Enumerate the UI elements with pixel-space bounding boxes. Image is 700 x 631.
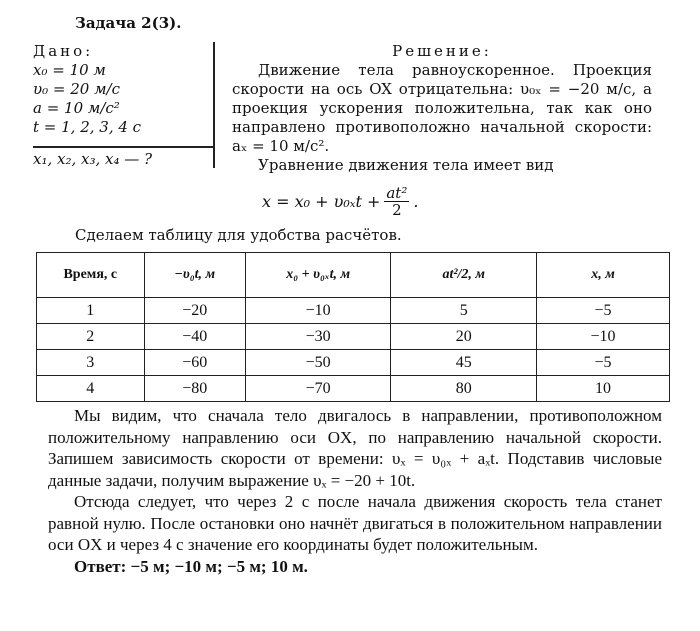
given-line-t: t = 1, 2, 3, 4 с bbox=[33, 118, 142, 136]
cell: 10 bbox=[537, 376, 670, 402]
cell: −40 bbox=[144, 324, 245, 350]
motion-equation bbox=[262, 185, 418, 218]
given-line-v0: υ₀ = 20 м/с bbox=[33, 80, 120, 98]
cell: −80 bbox=[144, 376, 245, 402]
cell: 4 bbox=[37, 376, 145, 402]
cell: 80 bbox=[391, 376, 537, 402]
cell: −30 bbox=[245, 324, 391, 350]
cell: −10 bbox=[537, 324, 670, 350]
header-at2-2: at²/2, м bbox=[391, 253, 537, 298]
solution-paragraph-1: Движение тела равноускоренное. Проекция скорости на ось OX отрицательна: υ₀ₓ = −20 м/с, а проекция ускорения положительна, так как оно направлено противоположно начальной скорости: aₓ = 10 м/с². bbox=[232, 61, 652, 155]
header-v0t: −υ₀t, м bbox=[144, 253, 245, 298]
cell: −10 bbox=[245, 298, 391, 324]
cell: −5 bbox=[537, 298, 670, 324]
given-block bbox=[33, 42, 210, 137]
discussion-paragraph-2: Отсюда следует, что через 2 с после начала движения скорость тела станет равной нулю. После остановки оно начнёт двигаться в положительном направлении оси OX и через 4 с значение его координаты будет положительным. bbox=[48, 492, 662, 554]
cell: −5 bbox=[537, 350, 670, 376]
cell: 20 bbox=[391, 324, 537, 350]
given-divider bbox=[33, 146, 214, 148]
cell: −20 bbox=[144, 298, 245, 324]
solution-heading: Решение: bbox=[392, 42, 492, 60]
equation-tail: . bbox=[413, 192, 419, 211]
solution-block bbox=[232, 42, 652, 175]
fraction-numerator: at² bbox=[386, 184, 408, 202]
table-row bbox=[37, 324, 670, 350]
equation-lhs: x = x₀ + υ₀ₓt + bbox=[262, 192, 381, 211]
cell: 3 bbox=[37, 350, 145, 376]
cell: −70 bbox=[245, 376, 391, 402]
equation-fraction bbox=[384, 185, 409, 218]
given-line-x0: x₀ = 10 м bbox=[33, 61, 106, 79]
header-x0-v0xt: x₀ + υ₀ₓt, м bbox=[245, 253, 391, 298]
cell: 1 bbox=[37, 298, 145, 324]
solution-paragraph-2: Уравнение движения тела имеет вид bbox=[258, 156, 554, 174]
cell: 5 bbox=[391, 298, 537, 324]
discussion-paragraph-1: Мы видим, что сначала тело двигалось в направлении, противоположном положительному направлению оси OX, по направлению начальной скорости. Запишем зависимость скорости от времени: υₓ = υ₀ₓ + aₓt. Подставив числовые данные задачи, получим выражение υₓ = −20 + 10t. bbox=[48, 406, 662, 490]
given-solution-divider bbox=[213, 42, 215, 168]
cell: −50 bbox=[245, 350, 391, 376]
answer-line: Ответ: −5 м; −10 м; −5 м; 10 м. bbox=[74, 556, 308, 576]
cell: 45 bbox=[391, 350, 537, 376]
discussion-block bbox=[48, 405, 662, 577]
header-x: x, м bbox=[537, 253, 670, 298]
fraction-denominator: 2 bbox=[392, 201, 402, 219]
given-heading: Дано: bbox=[33, 42, 94, 60]
table-intro: Сделаем таблицу для удобства расчётов. bbox=[75, 226, 402, 244]
table-row bbox=[37, 376, 670, 402]
table-header-row bbox=[37, 253, 670, 298]
calculation-table bbox=[36, 252, 670, 402]
given-line-a: a = 10 м/с² bbox=[33, 99, 120, 117]
find-line: x₁, x₂, x₃, x₄ — ? bbox=[33, 150, 153, 168]
table-row bbox=[37, 298, 670, 324]
cell: −60 bbox=[144, 350, 245, 376]
cell: 2 bbox=[37, 324, 145, 350]
header-time: Время, с bbox=[37, 253, 145, 298]
table-row bbox=[37, 350, 670, 376]
problem-title: Задача 2(3). bbox=[75, 14, 182, 32]
